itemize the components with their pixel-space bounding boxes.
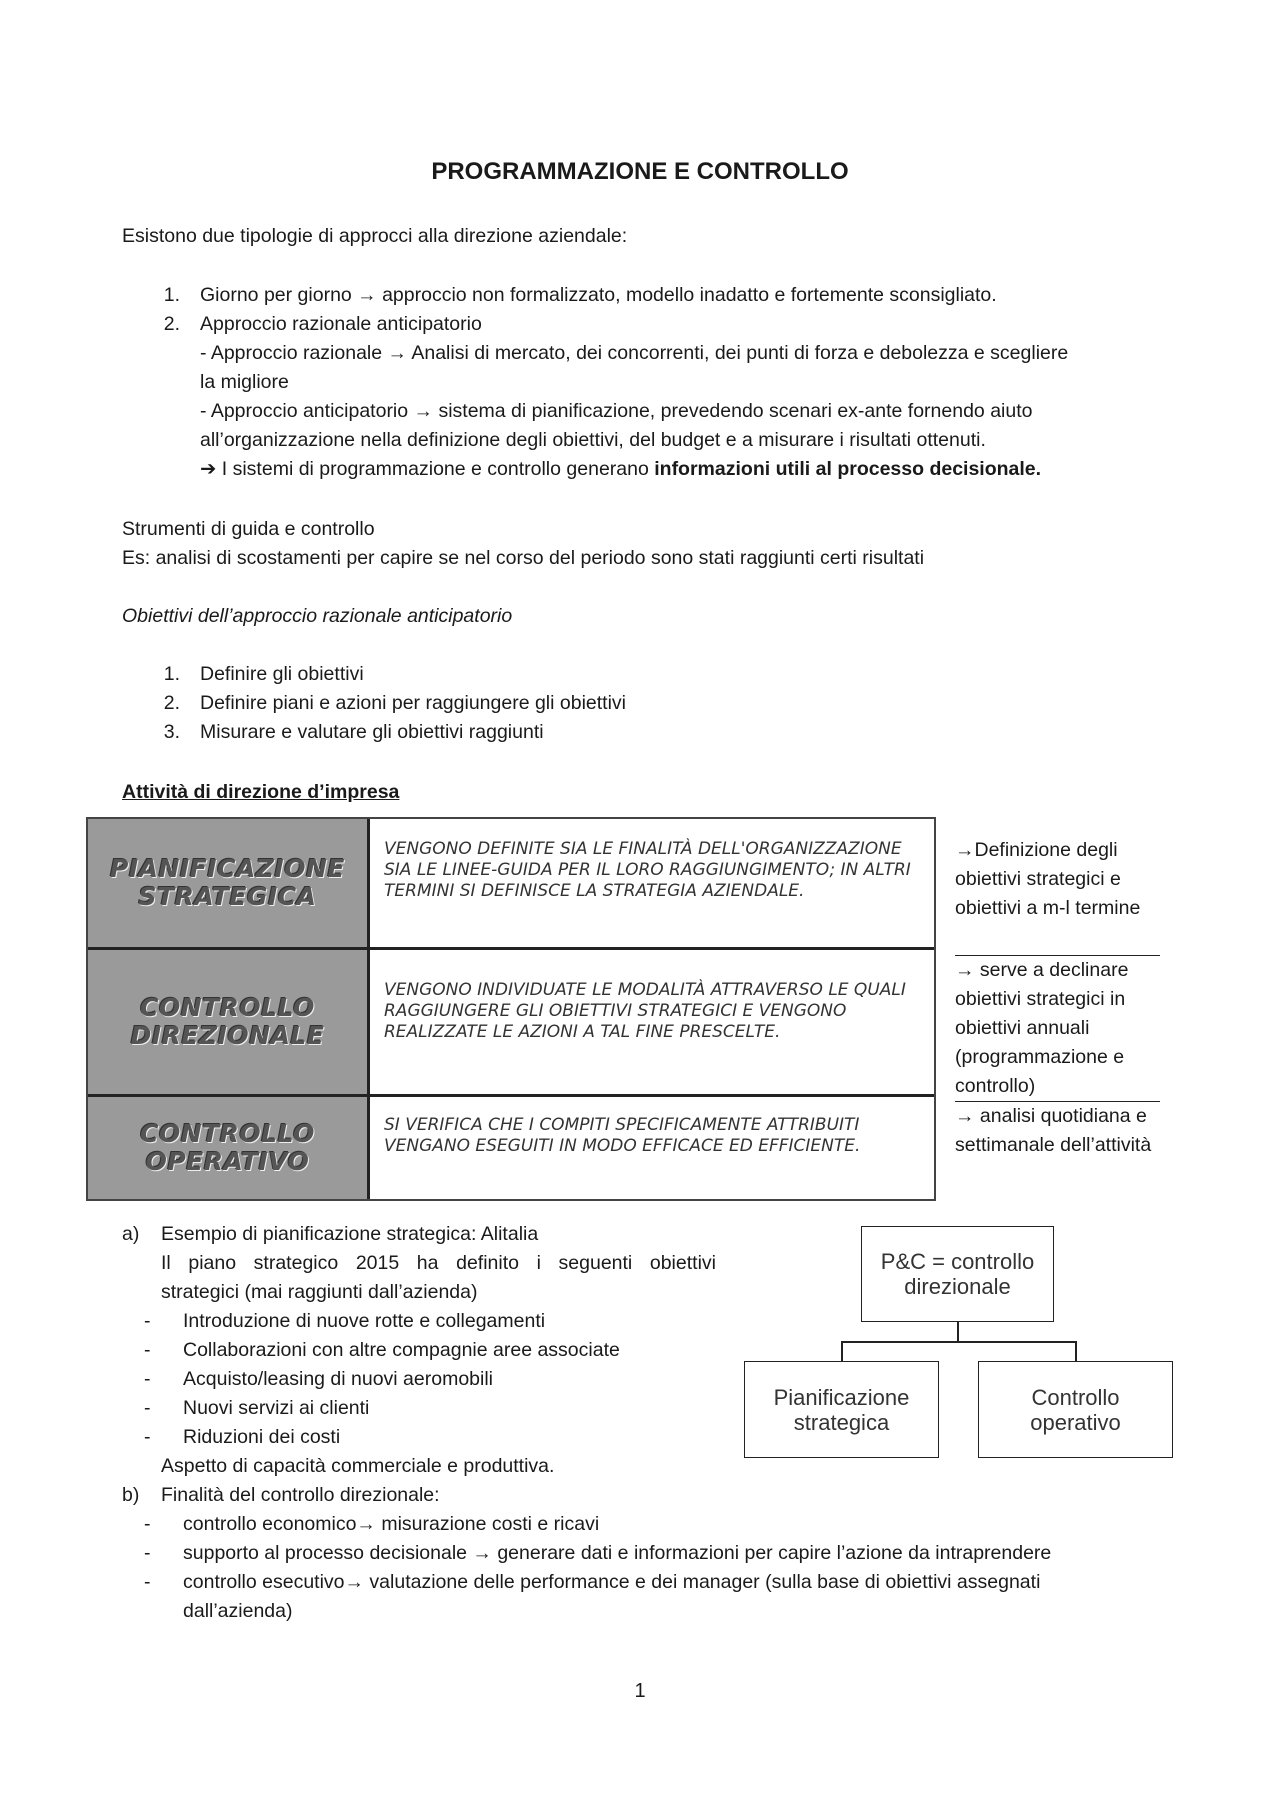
activity-desc-cell: SI VERIFICA CHE I COMPITI SPECIFICAMENTE ATTRIBUITI VENGANO ESEGUITI IN MODO EFFICACE ED EFFICIENTE.: [384, 1115, 861, 1156]
activity-note: → analisi quotidiana e settimanale dell’attività: [955, 1105, 1152, 1156]
activity-name-cell: CONTROLLO OPERATIVO: [88, 1097, 370, 1199]
activities-heading: Attività di direzione d’impresa: [122, 781, 400, 803]
list-number: 3.: [163, 721, 180, 743]
activity-name-cell: PIANIFICAZIONE STRATEGICA: [88, 819, 370, 947]
list-label: b): [122, 1484, 140, 1506]
diagram-connector: [841, 1341, 1075, 1343]
list-number: 2.: [163, 313, 180, 335]
bullet-marker: -: [144, 1542, 151, 1564]
diagram-box-top: P&C = controllo direzionale: [861, 1226, 1054, 1322]
list-item: Approccio razionale anticipatorio: [200, 313, 482, 335]
tools-heading: Strumenti di guida e controllo: [122, 518, 375, 540]
diagram-connector: [841, 1341, 843, 1361]
list-item: Definire piani e azioni per raggiungere gli obiettivi: [200, 692, 627, 714]
diagram-connector: [1075, 1341, 1077, 1361]
list-item: Misurare e valutare gli obiettivi raggiunti: [200, 721, 544, 743]
list-label: a): [122, 1223, 140, 1245]
sub-item-line: - Approccio anticipatorio → sistema di pianificazione, prevedendo scenari ex-ante fornendo aiuto: [200, 400, 1033, 422]
activity-row: [88, 950, 934, 1094]
diagram-connector: [957, 1322, 959, 1342]
arrow-right-icon: ➔: [200, 458, 217, 480]
bullet-marker: -: [144, 1571, 151, 1593]
list-item: Collaborazioni con altre compagnie aree associate: [183, 1339, 620, 1361]
conclusion-bold: informazioni utili al processo decisionale.: [654, 458, 1042, 480]
list-number: 1.: [163, 284, 180, 306]
list-item: Nuovi servizi ai clienti: [183, 1397, 370, 1419]
list-number: 2.: [163, 692, 180, 714]
conclusion-line: [200, 457, 1041, 481]
bullet-marker: -: [144, 1513, 151, 1535]
activity-note: → serve a declinare obiettivi strategici in obiettivi annuali (programmazione e controllo): [955, 959, 1129, 1097]
sub-item-line: all’organizzazione nella definizione degli obiettivi, del budget e a misurare i risultati ottenuti.: [200, 429, 986, 451]
bullet-marker: -: [144, 1368, 151, 1390]
list-item: Introduzione di nuove rotte e collegamenti: [183, 1310, 546, 1332]
activity-desc-cell: VENGONO INDIVIDUATE LE MODALITÀ ATTRAVERSO LE QUALI RAGGIUNGERE GLI OBIETTIVI STRATEGICI E VENGONO REALIZZATE LE AZIONI A TAL FINE PRESCELTE.: [384, 980, 906, 1042]
list-item: Riduzioni dei costi: [183, 1426, 341, 1448]
diagram-box-right: Controllo operativo: [978, 1361, 1173, 1458]
bullet-marker: -: [144, 1426, 151, 1448]
diagram-box-left: Pianificazione strategica: [744, 1361, 939, 1458]
example-a-line: Il piano strategico 2015 ha definito i seguenti obiettivi: [161, 1252, 716, 1274]
activity-name-cell: CONTROLLO DIREZIONALE: [88, 950, 370, 1094]
list-item: supporto al processo decisionale → generare dati e informazioni per capire l’azione da intraprendere: [183, 1542, 1052, 1564]
activity-desc-cell: VENGONO DEFINITE SIA LE FINALITÀ DELL'ORGANIZZAZIONE SIA LE LINEE-GUIDA PER IL LORO RAGGIUNGIMENTO; IN ALTRI TERMINI SI DEFINISCE LA STRATEGIA AZIENDALE.: [384, 839, 911, 901]
list-item: Definire gli obiettivi: [200, 663, 364, 685]
bullet-marker: -: [144, 1339, 151, 1361]
bullet-marker: -: [144, 1397, 151, 1419]
page-number: 1: [634, 1680, 646, 1702]
sub-item-line: - Approccio razionale → Analisi di mercato, dei concorrenti, dei punti di forza e debolezza e scegliere: [200, 342, 1069, 364]
list-item-continuation: dall’azienda): [183, 1600, 293, 1622]
example-a-line: strategici (mai raggiunti dall’azienda): [161, 1281, 478, 1303]
activity-row: [88, 819, 934, 947]
intro-text: Esistono due tipologie di approcci alla direzione aziendale:: [122, 225, 628, 247]
activity-note: →Definizione degli obiettivi strategici e obiettivi a m-l termine: [955, 839, 1141, 919]
list-item: Giorno per giorno → approccio non formalizzato, modello inadatto e fortemente sconsigliato.: [200, 284, 997, 306]
activity-row: [88, 1097, 934, 1199]
conclusion-text: I sistemi di programmazione e controllo generano: [221, 458, 655, 480]
activities-table: [86, 817, 936, 1201]
tools-example: Es: analisi di scostamenti per capire se nel corso del periodo sono stati raggiunti certi risultati: [122, 547, 925, 569]
page-title: PROGRAMMAZIONE E CONTROLLO: [431, 158, 849, 185]
objectives-heading: Obiettivi dell’approccio razionale anticipatorio: [122, 605, 513, 627]
example-a-line: Esempio di pianificazione strategica: Alitalia: [161, 1223, 539, 1245]
example-a-closing: Aspetto di capacità commerciale e produttiva.: [161, 1455, 555, 1477]
bullet-marker: -: [144, 1310, 151, 1332]
list-number: 1.: [163, 663, 180, 685]
example-b-line: Finalità del controllo direzionale:: [161, 1484, 440, 1506]
sub-item-line: la migliore: [200, 371, 289, 393]
list-item: Acquisto/leasing di nuovi aeromobili: [183, 1368, 494, 1390]
list-item: controllo economico→ misurazione costi e ricavi: [183, 1513, 600, 1535]
list-item: controllo esecutivo→ valutazione delle performance e dei manager (sulla base di obiettivi assegnati: [183, 1571, 1041, 1593]
